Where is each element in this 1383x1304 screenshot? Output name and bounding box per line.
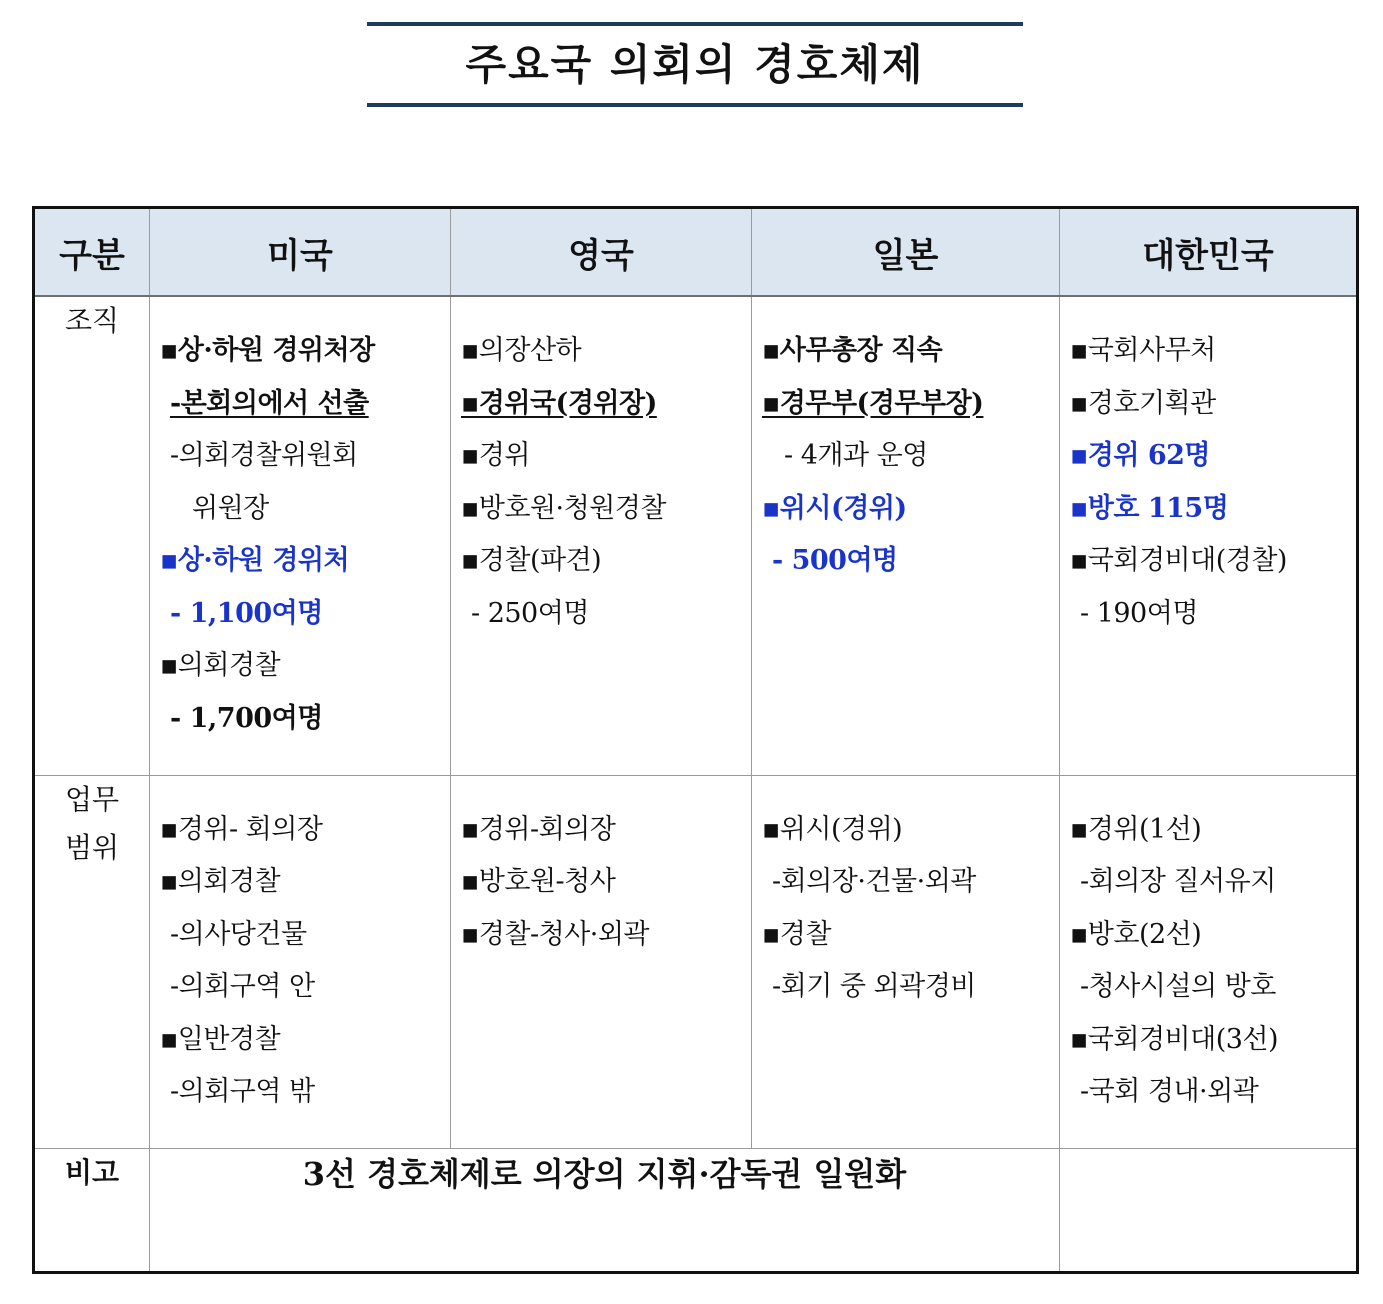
list-item: -회의장 질서유지 [1080, 866, 1276, 898]
cell-scope-korea [1060, 775, 1358, 1148]
list-item: ▪위시(경위) [762, 492, 907, 524]
title-bottom-rule [367, 103, 1023, 107]
page-title: 주요국 의회의 경호체제 [465, 40, 925, 89]
row-label-organization: 조직 [34, 296, 150, 775]
row-label-scope [34, 775, 150, 1148]
list-item: -회의장·건물·외곽 [772, 866, 976, 898]
list-item: - 500여명 [772, 545, 898, 576]
list-item: - 1,100여명 [170, 597, 323, 629]
row-label-note: 비고 [34, 1148, 150, 1272]
header-japan: 일본 [752, 208, 1060, 297]
list-item: -의회경찰위원회 [170, 440, 358, 471]
row-note [34, 1148, 1358, 1272]
header-usa: 미국 [150, 208, 451, 297]
list-item: ▪의회경찰 [160, 650, 281, 681]
cell-scope-usa [150, 775, 451, 1148]
title-box [367, 22, 1023, 107]
list-item: ▪경위-회의장 [461, 813, 616, 845]
cell-org-uk [451, 296, 752, 775]
list-item: ▪경위국(경위장) [461, 387, 657, 419]
list-item: ▪상·하원 경위처 [160, 545, 350, 576]
list-item: ▪경위- 회의장 [160, 813, 323, 845]
cell-org-korea [1060, 296, 1358, 775]
header-korea: 대한민국 [1060, 208, 1358, 297]
cell-scope-uk [451, 775, 752, 1148]
cell-org-japan [752, 296, 1060, 775]
list-item: - 190여명 [1080, 597, 1198, 629]
header-row [34, 208, 1358, 297]
row-label-scope-line2: 범위 [64, 830, 120, 864]
list-item: ▪방호원-청사 [461, 866, 616, 898]
list-item: -국회 경내·외곽 [1080, 1076, 1259, 1108]
row-organization [34, 296, 1358, 775]
comparison-table [32, 206, 1359, 1274]
list-item: ▪방호(2선) [1070, 918, 1202, 950]
list-item: -본회의에서 선출 [170, 387, 369, 419]
list-item: -의회구역 안 [170, 971, 315, 1003]
list-item: ▪의회경찰 [160, 866, 281, 898]
list-item: 위원장 [192, 492, 269, 524]
list-item: - 4개과 운영 [784, 440, 928, 471]
list-item: ▪경무부(경무부장) [762, 387, 984, 419]
list-item: ▪국회경비대(경찰) [1070, 545, 1287, 576]
list-item: ▪경찰-청사·외곽 [461, 918, 649, 950]
list-item: ▪상·하원 경위처장 [160, 335, 375, 366]
list-item: ▪경호기획관 [1070, 387, 1216, 419]
list-item: -청사시설의 방호 [1080, 971, 1276, 1003]
list-item: ▪국회사무처 [1070, 335, 1216, 366]
list-item: -회기 중 외곽경비 [772, 971, 976, 1003]
list-item: ▪경위(1선) [1070, 813, 1202, 845]
list-item: ▪일반경찰 [160, 1023, 281, 1055]
header-category: 구분 [34, 208, 150, 297]
cell-note-korea [1060, 1148, 1358, 1272]
header-uk: 영국 [451, 208, 752, 297]
list-item: ▪의장산하 [461, 335, 582, 366]
list-item: ▪경찰(파견) [461, 545, 602, 576]
list-item: ▪사무총장 직속 [762, 335, 943, 366]
row-label-scope-line1: 업무 [64, 782, 120, 816]
list-item: ▪경찰 [762, 918, 831, 950]
list-item: ▪경위 [461, 440, 530, 471]
list-item: ▪방호원·청원경찰 [461, 492, 666, 524]
list-item: ▪방호 115명 [1070, 492, 1229, 524]
list-item: ▪위시(경위) [762, 813, 903, 845]
list-item: ▪경위 62명 [1070, 440, 1211, 471]
list-item: -의회구역 밖 [170, 1076, 315, 1108]
cell-org-usa [150, 296, 451, 775]
list-item: ▪국회경비대(3선) [1070, 1023, 1279, 1055]
list-item: - 250여명 [471, 597, 589, 629]
cell-scope-japan [752, 775, 1060, 1148]
row-scope [34, 775, 1358, 1148]
note-text: 3선 경호체제로 의장의 지휘·감독권 일원화 [150, 1148, 1060, 1272]
list-item: - 1,700여명 [170, 702, 323, 734]
list-item: -의사당건물 [170, 918, 307, 950]
